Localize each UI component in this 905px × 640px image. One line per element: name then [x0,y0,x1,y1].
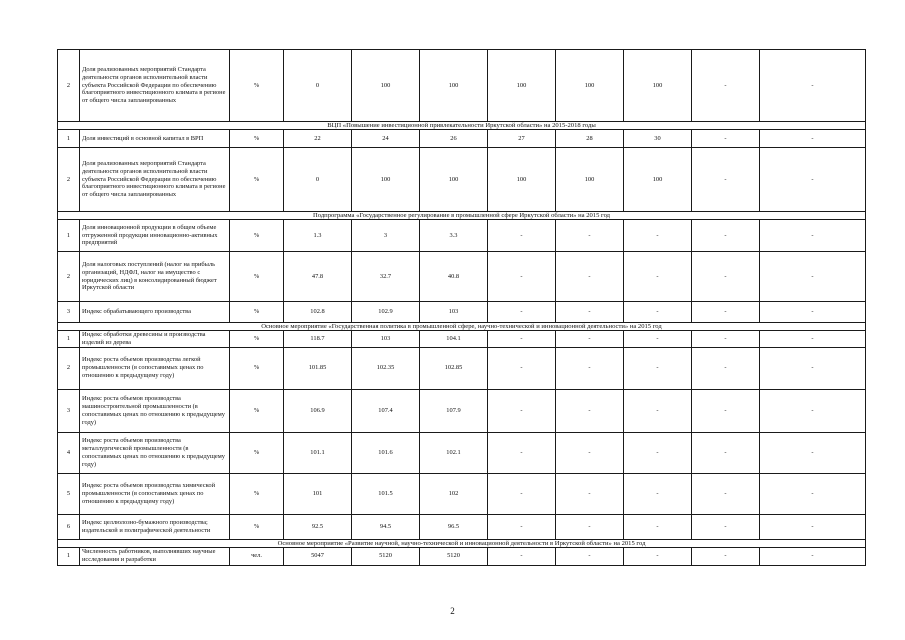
indicator-value: 5120 [352,547,420,565]
indicator-value: 101.5 [352,473,420,514]
indicator-value: - [488,547,556,565]
row-number: 3 [58,302,80,323]
indicator-value: 102.35 [352,347,420,389]
indicator-value: - [692,331,760,348]
indicator-unit: % [230,148,284,212]
indicator-name: Численность работников, выполнявших научные исследования и разработки [80,547,230,565]
indicator-unit: % [230,347,284,389]
indicator-value: - [760,331,866,348]
indicator-value: - [556,220,624,252]
indicator-value: - [556,547,624,565]
indicator-unit: % [230,302,284,323]
indicator-value: - [624,347,692,389]
section-title: Основное мероприятие «Развитие научной, научно-технической и инновационной деятельности в Иркутской области» на 2015 год [58,539,866,547]
document-sheet [57,49,865,566]
indicator-value: - [760,547,866,565]
indicator-value: - [488,514,556,539]
indicator-name: Доля реализованных мероприятий Стандарта деятельности органов исполнительной власти субъекта Российской Федерации по обеспечению благоприятного инвестиционного климата в регионе от общего числа запланированных [80,148,230,212]
indicator-value: 32.7 [352,252,420,302]
indicator-value: - [692,252,760,302]
indicator-name: Доля инновационной продукции в общем объеме отгруженной продукции инновационно-активных предприятий [80,220,230,252]
indicator-unit: % [230,389,284,432]
indicator-value: 22 [284,130,352,148]
indicator-value: - [692,389,760,432]
indicator-value: 3 [352,220,420,252]
section-header-row [58,212,866,220]
indicator-value: - [624,547,692,565]
row-number: 4 [58,432,80,473]
indicator-value: - [692,547,760,565]
indicator-value: 102.1 [420,432,488,473]
indicator-value: - [692,302,760,323]
indicator-value: 100 [624,148,692,212]
section-header-row [58,122,866,130]
indicator-value: - [488,432,556,473]
indicator-value: 102.9 [352,302,420,323]
indicator-value: - [488,252,556,302]
indicator-unit: % [230,473,284,514]
row-number: 6 [58,514,80,539]
section-header-row [58,323,866,331]
indicator-value: 40.8 [420,252,488,302]
row-number: 1 [58,130,80,148]
table-row [58,547,866,565]
table-row [58,432,866,473]
row-number: 2 [58,252,80,302]
indicator-value: 118.7 [284,331,352,348]
indicator-value: - [760,130,866,148]
indicator-value: - [624,302,692,323]
indicator-value: 100 [420,50,488,122]
indicator-value: - [692,50,760,122]
section-title: ВЦП «Повышение инвестиционной привлекательности Иркутской области» на 2015-2018 годы [58,122,866,130]
table-row [58,50,866,122]
indicator-name: Индекс роста объемов производства металлургической промышленности (в сопоставимых ценах по отношению к предыдущему году) [80,432,230,473]
table-row [58,389,866,432]
indicator-value: - [556,514,624,539]
indicator-value: - [692,432,760,473]
indicator-value: 0 [284,148,352,212]
indicator-name: Доля налоговых поступлений (налог на прибыль организаций, НДФЛ, налог на имущество с юридических лиц) в консолидированный бюджет Иркутской области [80,252,230,302]
indicator-value: - [556,302,624,323]
indicator-value: - [488,331,556,348]
indicator-value: 100 [556,148,624,212]
indicator-unit: % [230,514,284,539]
indicator-value: - [488,347,556,389]
indicator-value: - [556,473,624,514]
indicator-value: 104.1 [420,331,488,348]
indicator-name: Индекс роста объемов производства легкой промышленности (в сопоставимых ценах по отношению к предыдущему году) [80,347,230,389]
indicator-value: 100 [624,50,692,122]
indicator-value: 92.5 [284,514,352,539]
indicator-value: 100 [352,50,420,122]
indicator-name: Индекс роста объемов производства химической промышленности (в сопоставимых ценах по отношению к предыдущему году) [80,473,230,514]
indicator-unit: % [230,220,284,252]
indicator-value: 100 [352,148,420,212]
indicator-value: 103 [352,331,420,348]
indicator-value: - [760,389,866,432]
indicator-value: - [692,148,760,212]
section-header-row [58,539,866,547]
indicator-value: - [692,347,760,389]
indicator-value: 100 [488,50,556,122]
indicator-value: - [692,220,760,252]
indicator-value: 103 [420,302,488,323]
indicator-value: 102.8 [284,302,352,323]
indicator-value: - [692,473,760,514]
indicator-unit: % [230,432,284,473]
indicator-value: - [556,347,624,389]
row-number: 5 [58,473,80,514]
indicator-value: 100 [556,50,624,122]
indicator-value: 102 [420,473,488,514]
indicator-value: 26 [420,130,488,148]
indicator-value: 101 [284,473,352,514]
indicator-name: Доля инвестиций в основной капитал в ВРП [80,130,230,148]
row-number: 3 [58,389,80,432]
indicator-name: Доля реализованных мероприятий Стандарта деятельности органов исполнительной власти субъекта Российской Федерации по обеспечению благоприятного инвестиционного климата в регионе от общего числа запланированных [80,50,230,122]
indicator-value: - [556,432,624,473]
indicator-value: - [624,331,692,348]
indicator-unit: % [230,331,284,348]
table-body [58,50,866,566]
indicator-unit: % [230,130,284,148]
indicator-value: - [624,389,692,432]
indicator-value: - [760,148,866,212]
row-number: 2 [58,148,80,212]
indicator-value: 1.3 [284,220,352,252]
indicator-unit: % [230,50,284,122]
table-row [58,252,866,302]
indicator-value: 100 [488,148,556,212]
section-title: Основное мероприятие «Государственная политика в промышленной сфере, научно-технической и инновационной деятельности» на 2015 год [58,323,866,331]
indicator-value: - [760,514,866,539]
indicator-value: - [760,432,866,473]
indicators-table [57,49,866,566]
indicator-name: Индекс обрабатывающего производства [80,302,230,323]
indicator-value: 27 [488,130,556,148]
indicator-value: 101.6 [352,432,420,473]
indicator-value: - [760,473,866,514]
table-row [58,331,866,348]
indicator-value: 94.5 [352,514,420,539]
indicator-value: - [624,473,692,514]
indicator-value: - [624,220,692,252]
table-row [58,347,866,389]
row-number: 1 [58,331,80,348]
table-row [58,220,866,252]
indicator-value: - [624,432,692,473]
table-row [58,148,866,212]
section-title: Подпрограмма «Государственное регулирование в промышленной сфере Иркутской области» на 2015 год [58,212,866,220]
indicator-unit: % [230,252,284,302]
row-number: 2 [58,347,80,389]
indicator-value: - [760,347,866,389]
indicator-value: - [556,331,624,348]
indicator-value: - [624,252,692,302]
indicator-value: 28 [556,130,624,148]
indicator-value: - [488,473,556,514]
indicator-value: 101.1 [284,432,352,473]
indicator-value: 102.85 [420,347,488,389]
table-row [58,473,866,514]
indicator-value: 107.9 [420,389,488,432]
row-number: 1 [58,547,80,565]
indicator-value: 96.5 [420,514,488,539]
indicator-value: 5047 [284,547,352,565]
indicator-value: - [488,302,556,323]
indicator-value: 24 [352,130,420,148]
page-number: 2 [450,606,455,616]
indicator-value: - [556,389,624,432]
indicator-value: 107.4 [352,389,420,432]
indicator-value: 3.3 [420,220,488,252]
indicator-name: Индекс роста объемов производства машиностроительной промышленности (в сопоставимых ценах по отношению к предыдущему году) [80,389,230,432]
row-number: 1 [58,220,80,252]
indicator-value: 106.9 [284,389,352,432]
table-row [58,302,866,323]
row-number: 2 [58,50,80,122]
indicator-value: - [692,130,760,148]
indicator-value: 30 [624,130,692,148]
indicator-value: - [488,220,556,252]
indicator-name: Индекс целлюлозно-бумажного производства; издательской и полиграфической деятельности [80,514,230,539]
indicator-value: - [556,252,624,302]
indicator-value: - [692,514,760,539]
indicator-value: - [760,220,866,252]
table-row [58,514,866,539]
indicator-value: 101.85 [284,347,352,389]
indicator-name: Индекс обработки древесины и производства изделий из дерева [80,331,230,348]
indicator-unit: чел. [230,547,284,565]
indicator-value: 100 [420,148,488,212]
indicator-value: - [760,302,866,323]
indicator-value: 5120 [420,547,488,565]
table-row [58,130,866,148]
indicator-value: 47.8 [284,252,352,302]
indicator-value: 0 [284,50,352,122]
indicator-value: - [488,389,556,432]
indicator-value: - [624,514,692,539]
indicator-value: - [760,252,866,302]
indicator-value: - [760,50,866,122]
